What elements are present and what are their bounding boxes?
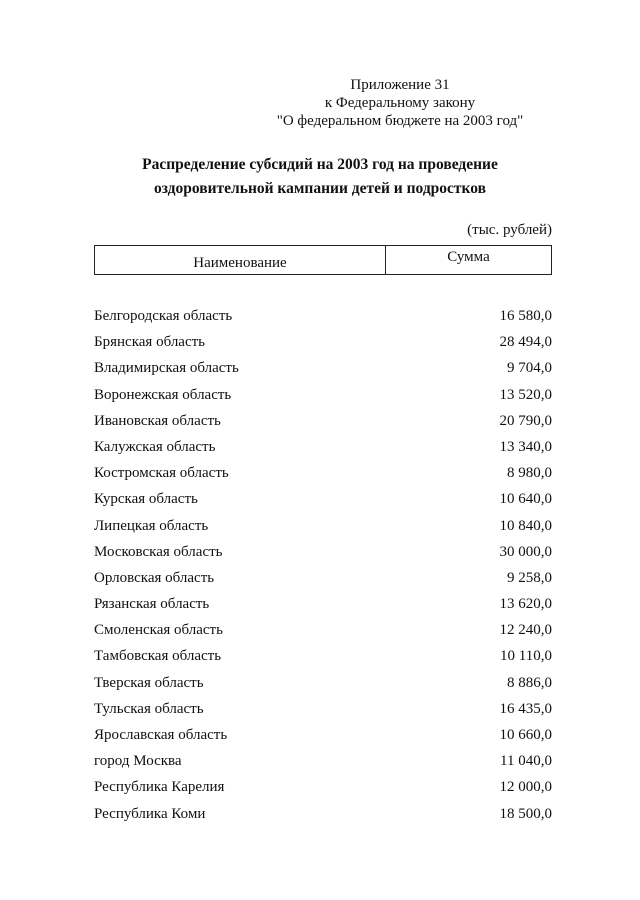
region-name: город Москва: [94, 753, 182, 770]
region-name: Рязанская область: [94, 596, 210, 613]
table-row: [94, 355, 552, 381]
table-row: [94, 303, 552, 329]
table-row: [94, 696, 552, 722]
subsidy-amount: 13 620,0: [499, 596, 552, 613]
region-name: Республика Карелия: [94, 779, 225, 796]
region-name: Тверская область: [94, 674, 204, 691]
table-row: [94, 748, 552, 774]
subsidy-amount: 11 040,0: [500, 753, 552, 770]
region-name: Калужская область: [94, 438, 216, 455]
table-row: [94, 617, 552, 643]
table-row: [94, 774, 552, 800]
appendix-header: [250, 76, 550, 130]
region-name: Брянская область: [94, 334, 206, 351]
table-row: [94, 801, 552, 827]
region-name: Курская область: [94, 491, 198, 508]
table-row: [94, 643, 552, 669]
column-header-sum: Сумма: [447, 249, 490, 265]
subsidy-amount: 13 520,0: [499, 386, 552, 403]
table-header: [94, 245, 552, 275]
table-row: [94, 722, 552, 748]
subsidy-amount: 30 000,0: [499, 543, 552, 560]
region-name: Владимирская область: [94, 360, 239, 377]
subsidy-amount: 12 240,0: [499, 622, 552, 639]
subsidy-amount: 9 258,0: [507, 569, 552, 586]
subsidy-amount: 18 500,0: [499, 805, 552, 822]
subsidy-amount: 20 790,0: [499, 412, 552, 429]
appendix-law-title: "О федеральном бюджете на 2003 год": [276, 113, 524, 129]
table-row: [94, 670, 552, 696]
document-title: [60, 153, 580, 201]
region-name: Смоленская область: [94, 622, 223, 639]
subsidy-amount: 10 110,0: [500, 648, 552, 665]
region-name: Ярославская область: [94, 727, 228, 743]
region-name: Тульская область: [94, 700, 204, 717]
appendix-law-reference: к Федеральному закону: [324, 95, 476, 111]
table-row: [94, 434, 552, 460]
region-name: Московская область: [94, 543, 223, 560]
subsidy-amount: 10 840,0: [499, 517, 552, 534]
subsidy-amount: 16 435,0: [499, 700, 552, 717]
subsidy-amount: 28 494,0: [499, 334, 552, 351]
subsidy-amount: 12 000,0: [499, 779, 552, 796]
subsidy-amount: 10 640,0: [499, 491, 552, 508]
subsidy-amount: 10 660,0: [499, 727, 552, 743]
table-row: [94, 329, 552, 355]
table-row: [94, 539, 552, 565]
subsidy-amount: 16 580,0: [499, 308, 552, 324]
table-row: [94, 486, 552, 512]
region-name: Белгородская область: [94, 308, 233, 324]
table-row: [94, 460, 552, 486]
table-row: [94, 408, 552, 434]
document-title-line-1: Распределение субсидий на 2003 год на проведение: [142, 156, 498, 173]
subsidy-amount: 8 980,0: [507, 465, 552, 482]
region-name: Тамбовская область: [94, 648, 222, 665]
region-name: Костромская область: [94, 465, 229, 482]
document-title-line-2: оздоровительной кампании детей и подростков: [153, 180, 487, 197]
region-name: Орловская область: [94, 569, 215, 586]
units-label: (тыс. рублей): [467, 222, 552, 238]
table-row: [94, 382, 552, 408]
region-name: Воронежская область: [94, 386, 232, 403]
table-row: [94, 565, 552, 591]
table-body: [94, 303, 552, 827]
subsidy-amount: 8 886,0: [507, 674, 552, 691]
table-row: [94, 513, 552, 539]
region-name: Ивановская область: [94, 412, 221, 429]
subsidy-amount: 9 704,0: [507, 360, 552, 377]
subsidy-amount: 13 340,0: [499, 438, 552, 455]
region-name: Республика Коми: [94, 805, 206, 822]
table-row: [94, 591, 552, 617]
column-header-name: Наименование: [95, 246, 386, 274]
region-name: Липецкая область: [94, 517, 209, 534]
appendix-number: Приложение 31: [350, 77, 450, 93]
